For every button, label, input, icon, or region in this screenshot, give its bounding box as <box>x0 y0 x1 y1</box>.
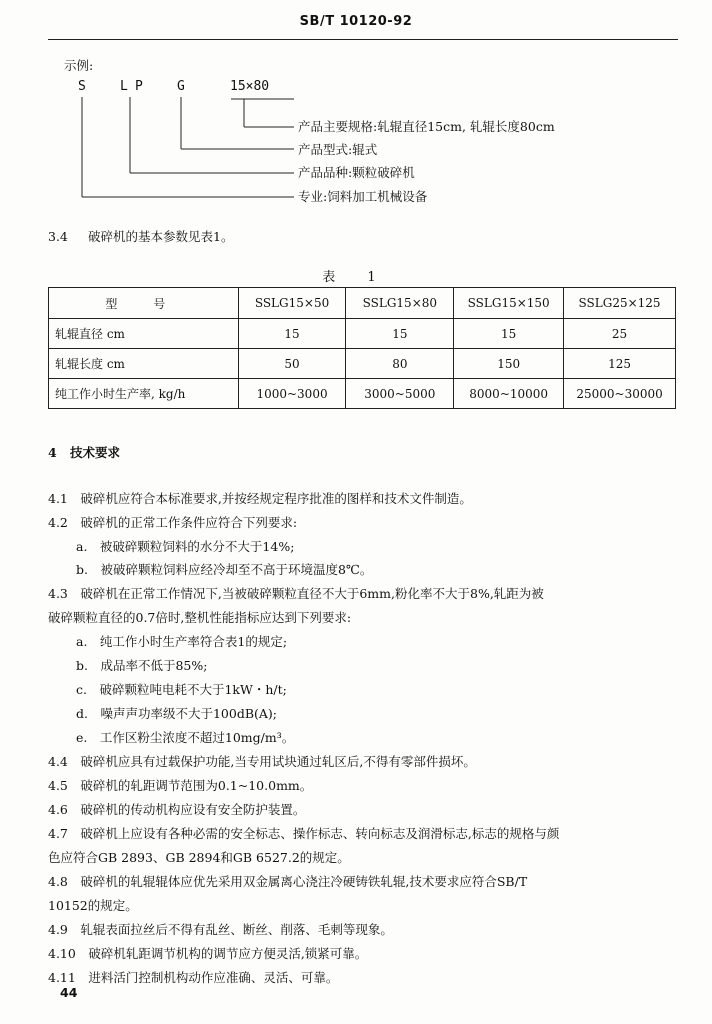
clause-4-3-line-1: 4.3 破碎机在正常工作情况下,当被破碎颗粒直径不大于6mm,粉化率不大于8%,轧距为被 <box>48 586 544 601</box>
table-header-model: SSLG15×50 <box>238 288 346 319</box>
code-letter-s: S <box>78 79 86 94</box>
clause-4-3-c: c. 破碎颗粒吨电耗不大于1kW・h/t; <box>76 682 287 697</box>
code-spec: 15×80 <box>230 79 270 94</box>
table-row <box>49 379 676 409</box>
table-cell: 25000~30000 <box>564 379 676 409</box>
clause-4-5: 4.5 破碎机的轧距调节范围为0.1~10.0mm。 <box>48 778 313 793</box>
clause-4-9: 4.9 轧辊表面拉丝后不得有乱丝、断丝、削落、毛刺等现象。 <box>48 922 393 937</box>
table-header-model: SSLG15×150 <box>454 288 564 319</box>
clause-4-8-line-2: 10152的规定。 <box>48 898 138 913</box>
table-cell: 15 <box>238 319 346 349</box>
code-letter-p: P <box>135 79 143 94</box>
table-cell: 50 <box>238 349 346 379</box>
table-cell: 3000~5000 <box>346 379 454 409</box>
clause-4-4: 4.4 破碎机应具有过载保护功能,当专用试块通过轧区后,不得有零部件损坏。 <box>48 754 476 769</box>
clause-4-2-a: a. 被破碎颗粒饲料的水分不大于14%; <box>76 539 295 554</box>
clause-4-6: 4.6 破碎机的传动机构应设有安全防护装置。 <box>48 802 306 817</box>
standard-code: SB/T 10120-92 <box>299 14 413 29</box>
clause-4-7-line-1: 4.7 破碎机上应设有各种必需的安全标志、操作标志、转向标志及润滑标志,标志的规格与颜 <box>48 826 560 841</box>
clause-4-2: 4.2 破碎机的正常工作条件应符合下列要求: <box>48 515 298 530</box>
clause-4-3-line-2: 破碎颗粒直径的0.7倍时,整机性能指标应达到下列要求: <box>48 610 352 625</box>
clause-3-4-number: 3.4 <box>48 229 68 244</box>
clause-4-10: 4.10 破碎机轧距调节机构的调节应方便灵活,锁紧可靠。 <box>48 946 368 961</box>
table-title: 表 1 <box>322 270 390 285</box>
table-cell: 15 <box>454 319 564 349</box>
parameter-table <box>48 287 676 409</box>
code-letter-l: L <box>120 79 128 94</box>
clause-4-2-b: b. 被破碎颗粒饲料应经冷却至不高于环境温度8℃。 <box>76 562 373 577</box>
table-header-model: SSLG15×80 <box>346 288 454 319</box>
explanation-variety: 产品品种:颗粒破碎机 <box>298 165 415 180</box>
clause-4-3-e: e. 工作区粉尘浓度不超过10mg/m³。 <box>76 730 295 745</box>
table-header-label: 型 号 <box>49 288 239 319</box>
clause-3-4-text: 破碎机的基本参数见表1。 <box>88 229 234 244</box>
table-header-model: SSLG25×125 <box>564 288 676 319</box>
explanation-type: 产品型式:辊式 <box>298 142 378 157</box>
code-bracket-diagram <box>0 0 712 220</box>
table-row <box>49 319 676 349</box>
clause-4-8-line-1: 4.8 破碎机的轧辊辊体应优先采用双金属离心浇注冷硬铸铁轧辊,技术要求应符合SB/T <box>48 874 528 889</box>
clause-4-1: 4.1 破碎机应符合本标准要求,并按经规定程序批准的图样和技术文件制造。 <box>48 491 472 506</box>
clause-4-11: 4.11 进料活门控制机构动作应准确、灵活、可靠。 <box>48 970 339 985</box>
table-cell: 8000~10000 <box>454 379 564 409</box>
clause-4-3-b: b. 成品率不低于85%; <box>76 658 208 673</box>
table-row-label: 纯工作小时生产率, kg/h <box>49 379 239 409</box>
table-cell: 25 <box>564 319 676 349</box>
table-cell: 80 <box>346 349 454 379</box>
table-header-row <box>49 288 676 319</box>
code-letter-g: G <box>177 79 185 94</box>
table-row-label: 轧辊长度 cm <box>49 349 239 379</box>
table-row <box>49 349 676 379</box>
table-row-label: 轧辊直径 cm <box>49 319 239 349</box>
table-cell: 125 <box>564 349 676 379</box>
section-4-number: 4 <box>48 445 57 460</box>
table-cell: 150 <box>454 349 564 379</box>
example-label: 示例: <box>64 58 94 73</box>
table-cell: 15 <box>346 319 454 349</box>
section-4-title: 技术要求 <box>70 445 121 460</box>
explanation-specialty: 专业:饲料加工机械设备 <box>298 189 428 204</box>
explanation-spec: 产品主要规格:轧辊直径15cm, 轧辊长度80cm <box>298 119 555 134</box>
page-number: 44 <box>60 985 78 1000</box>
table-cell: 1000~3000 <box>238 379 346 409</box>
clause-4-3-d: d. 噪声声功率级不大于100dB(A); <box>76 706 278 721</box>
clause-4-3-a: a. 纯工作小时生产率符合表1的规定; <box>76 634 288 649</box>
clause-4-7-line-2: 色应符合GB 2893、GB 2894和GB 6527.2的规定。 <box>48 850 350 865</box>
